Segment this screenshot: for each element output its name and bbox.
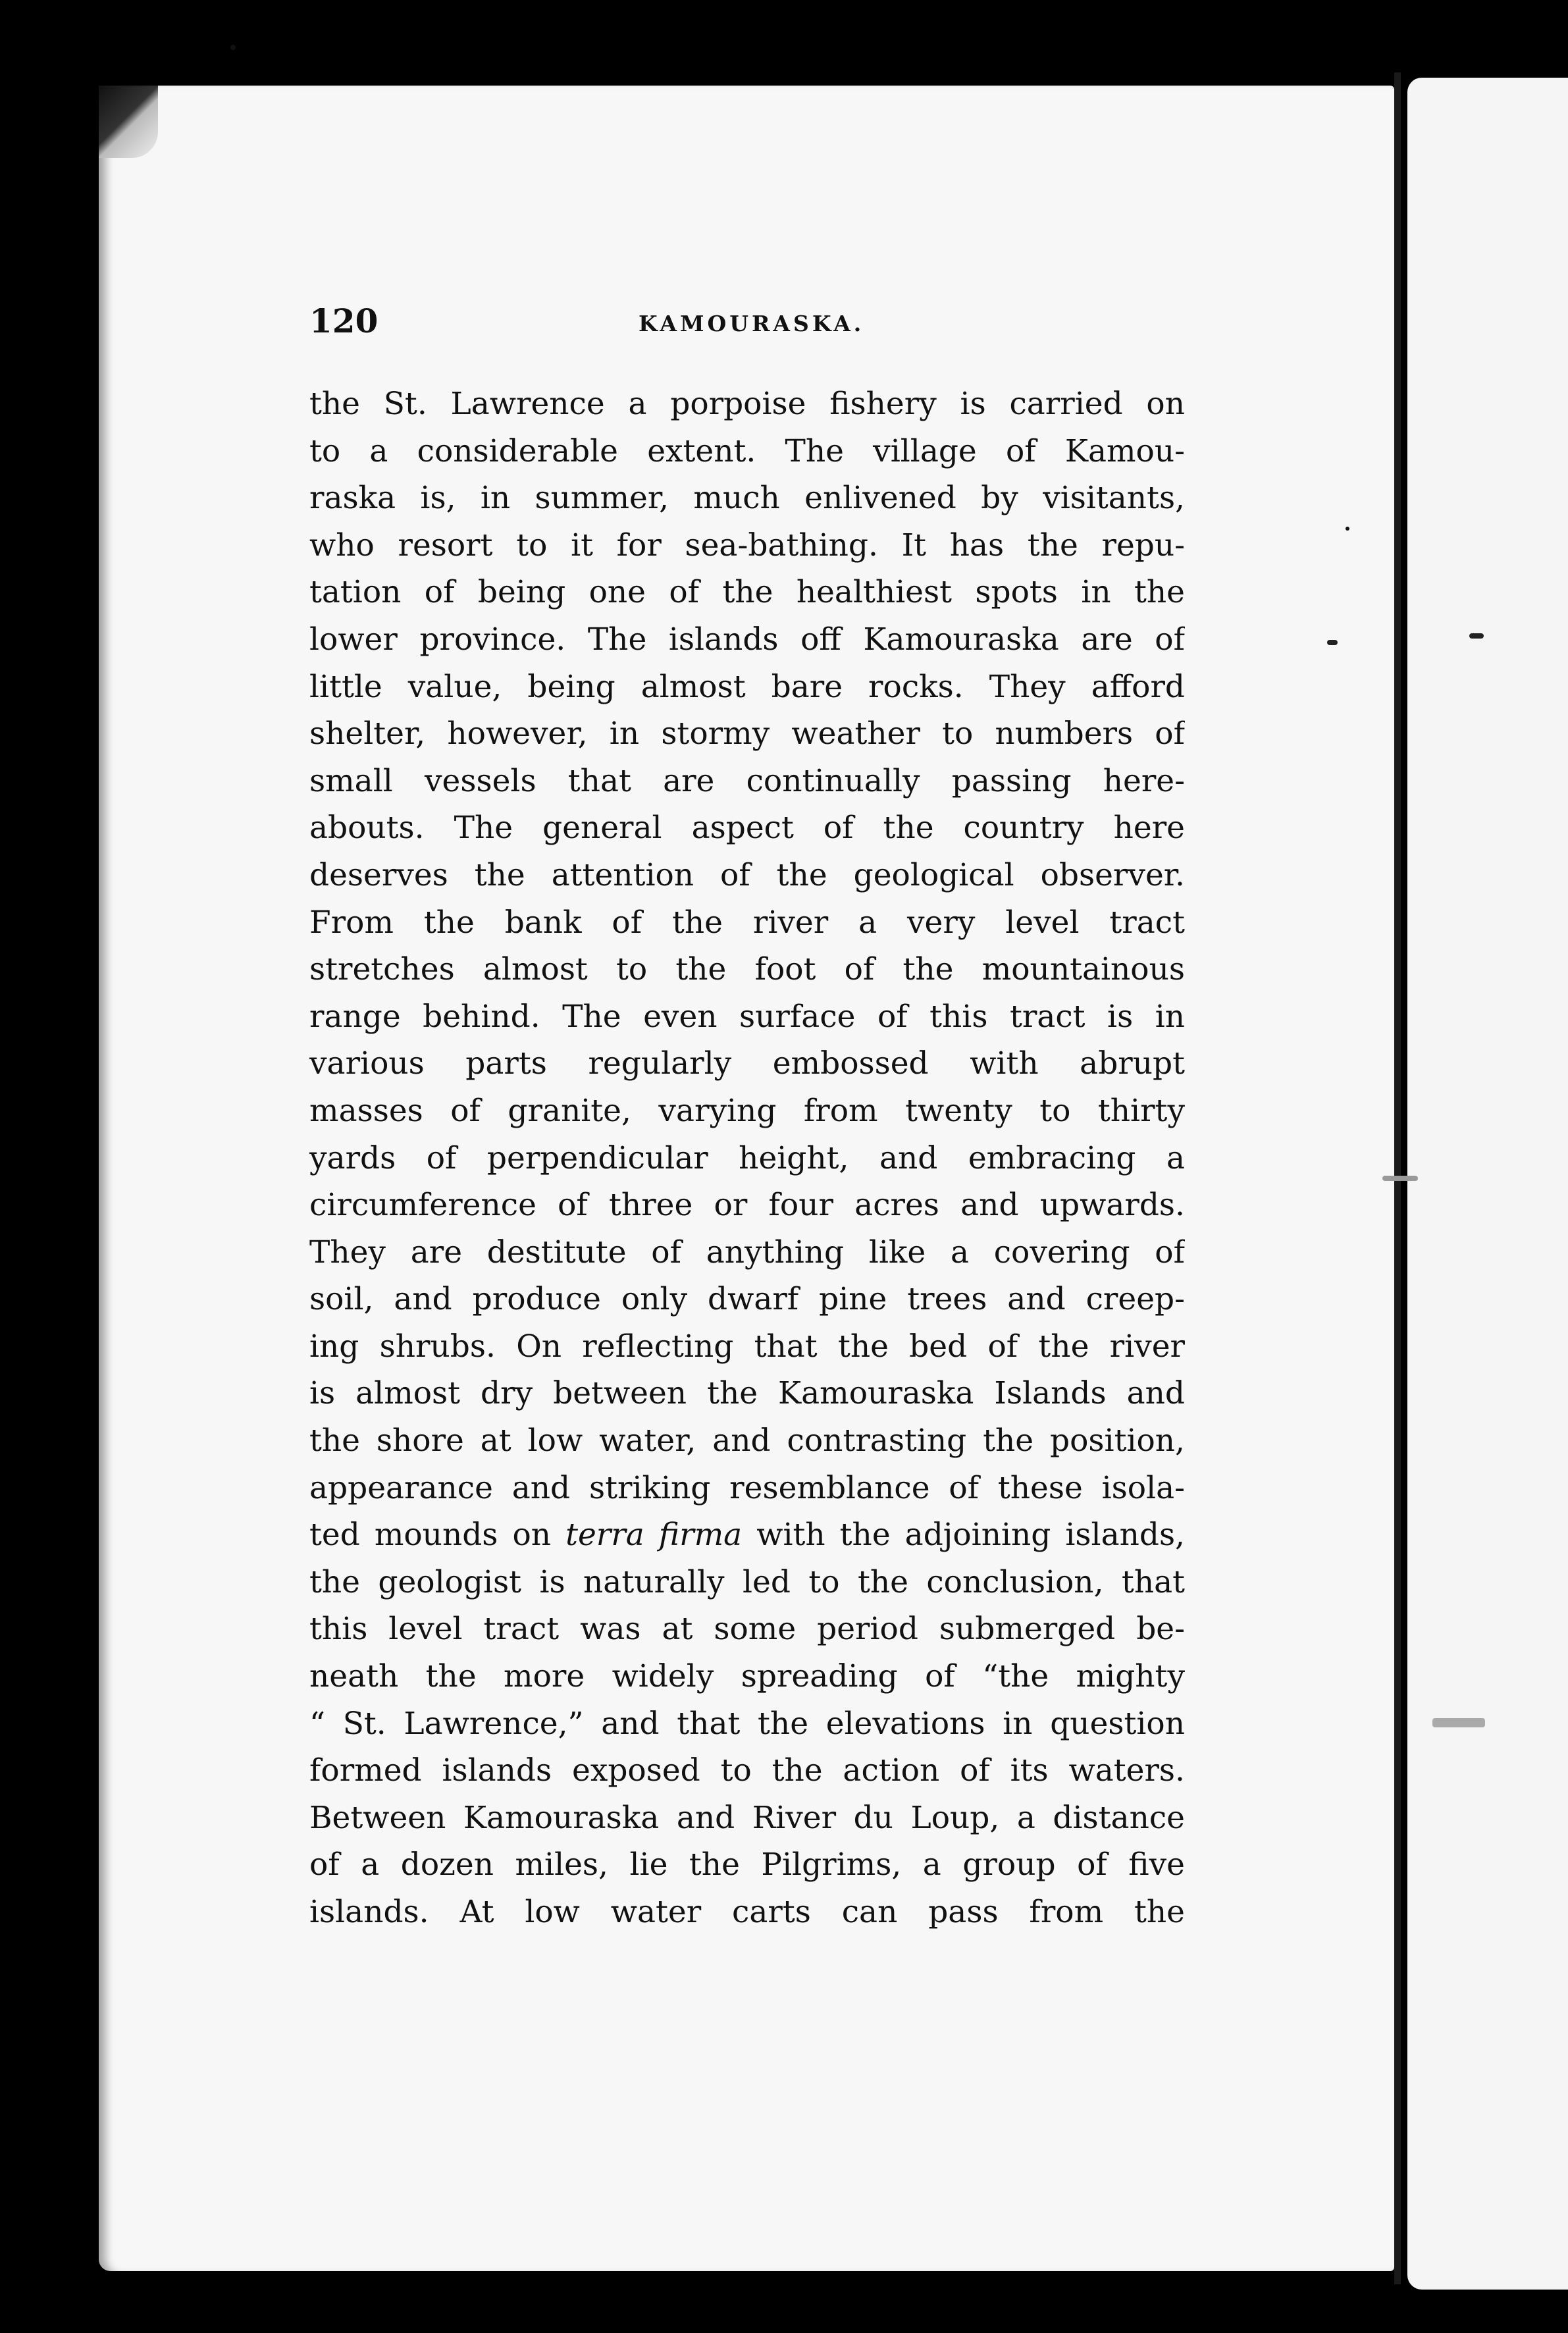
text-line: the geologist is naturally led to the conclusion, that [309,1563,1185,1600]
margin-mark [1382,1176,1418,1181]
scan-speck [1346,527,1349,531]
text-line-italic-phrase [309,1511,1185,1559]
text-run: with the adjoining islands, [742,1517,1185,1554]
text-line: formed islands exposed to the action of its waters. [309,1752,1185,1789]
text-line: They are destitute of anything like a covering of [309,1234,1185,1271]
text-line: From the bank of the river a very level tract [309,904,1185,941]
text-line: soil, and produce only dwarf pine trees and creep- [309,1281,1185,1318]
text-line: little value, being almost bare rocks. They afford [309,668,1185,705]
text-line: shelter, however, in stormy weather to numbers of [309,716,1185,752]
text-line: islands. At low water carts can pass from the [309,1894,1185,1930]
text-line: is almost dry between the Kamouraska Islands and [309,1375,1185,1412]
text-line: ing shrubs. On reflecting that the bed of the river [309,1328,1185,1365]
text-line: stretches almost to the foot of the mountainous [309,951,1185,988]
text-run: ted mounds on [309,1517,566,1554]
margin-mark [1469,633,1484,639]
text-line: circumference of three or four acres and upwards. [309,1187,1185,1224]
text-line: small vessels that are continually passing here- [309,762,1185,799]
running-head: KAMOURASKA. [639,311,865,336]
adjacent-page-edge [1407,78,1568,2290]
text-line: abouts. The general aspect of the country here [309,810,1185,847]
text-line: “ St. Lawrence,” and that the elevations in question [309,1705,1185,1742]
text-line: to a considerable extent. The village of Kamou- [309,433,1185,469]
text-line: raska is, in summer, much enlivened by visitants, [309,480,1185,517]
text-line: masses of granite, varying from twenty to thirty [309,1092,1185,1129]
text-line: Between Kamouraska and River du Loup, a distance [309,1799,1185,1836]
text-line: the St. Lawrence a porpoise fishery is carried on [309,386,1185,422]
text-line: neath the more widely spreading of “the mighty [309,1658,1185,1695]
text-line: yards of perpendicular height, and embracing a [309,1140,1185,1176]
page-header [309,301,1185,348]
text-line: the shore at low water, and contrasting the position, [309,1423,1185,1459]
text-line: lower province. The islands off Kamouraska are of [309,621,1185,658]
text-line: who resort to it for sea-bathing. It has the repu- [309,527,1185,564]
margin-mark [1327,640,1338,645]
scan-speck [230,45,236,50]
text-line: various parts regularly embossed with abrupt [309,1045,1185,1082]
margin-mark [1432,1718,1485,1727]
text-line: tation of being one of the healthiest spots in the [309,574,1185,611]
page-corner-fold [99,86,158,158]
text-line: appearance and striking resemblance of these isola- [309,1469,1185,1506]
italic-phrase: terra firma [565,1517,743,1554]
text-line: this level tract was at some period submerged be- [309,1611,1185,1648]
text-line: deserves the attention of the geological observer. [309,856,1185,893]
body-text [309,380,1185,1936]
page-number: 120 [309,301,379,340]
text-line: of a dozen miles, lie the Pilgrims, a group of five [309,1847,1185,1883]
text-line: range behind. The even surface of this tract is in [309,998,1185,1035]
